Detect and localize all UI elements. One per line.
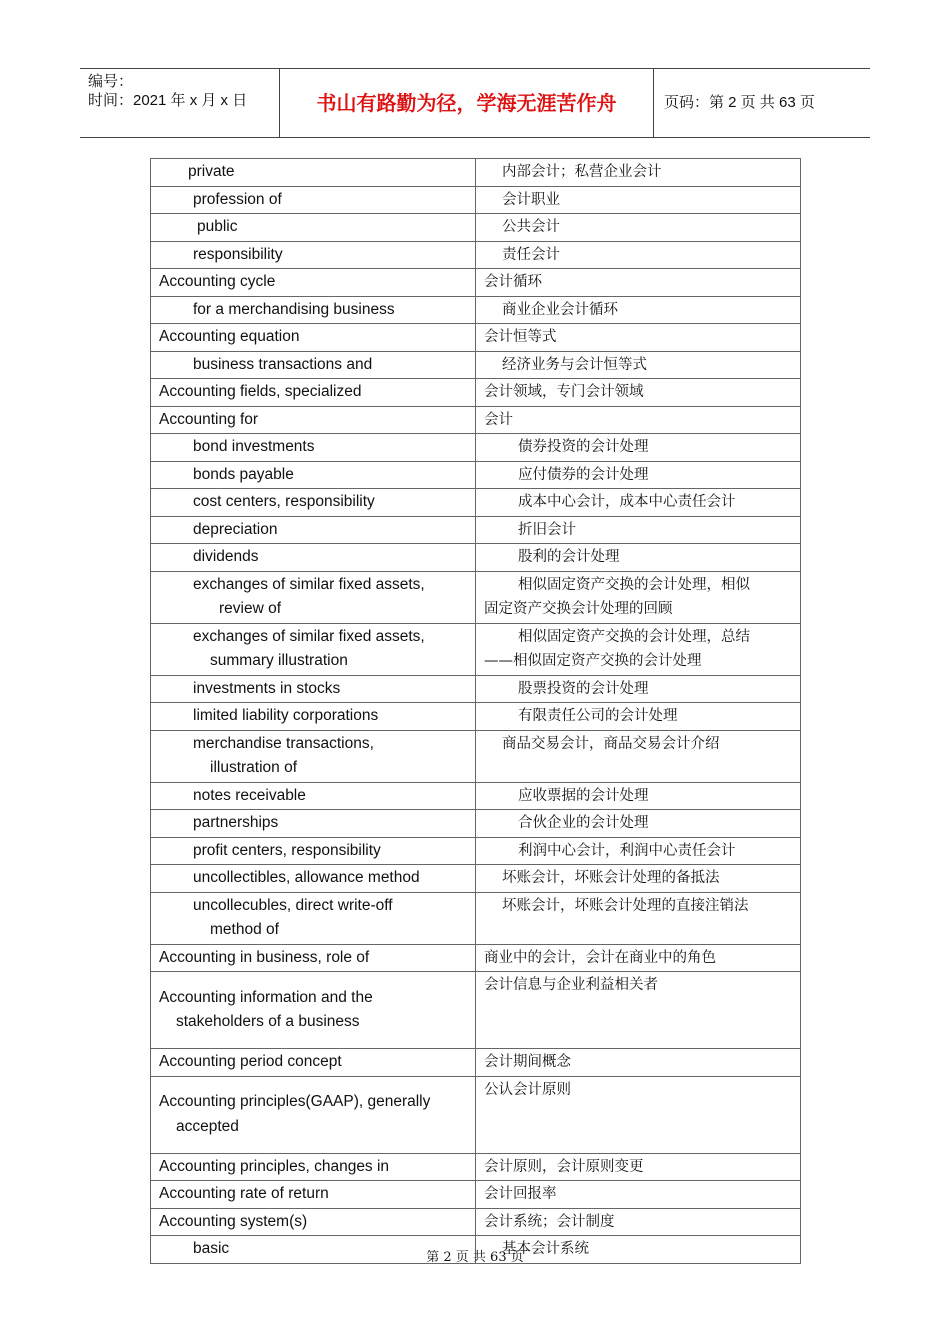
table-row	[151, 489, 801, 517]
term-en: Accounting period concept	[151, 1049, 476, 1077]
table-row	[151, 379, 801, 407]
term-en-line: exchanges of similar fixed assets,	[193, 575, 425, 593]
term-zh: 会计回报率	[476, 1181, 801, 1209]
term-en-line: Accounting information and the	[159, 988, 373, 1006]
term-zh-line: 固定资产交换会计处理的回顾	[484, 601, 673, 617]
table-row	[151, 703, 801, 731]
table-row	[151, 865, 801, 893]
term-en	[151, 623, 476, 675]
table-row	[151, 1153, 801, 1181]
term-zh: 应付债券的会计处理	[476, 461, 801, 489]
term-zh: 成本中心会计，成本中心责任会计	[476, 489, 801, 517]
term-en: profit centers, responsibility	[151, 837, 476, 865]
term-en	[151, 571, 476, 623]
table-row	[151, 406, 801, 434]
term-en: partnerships	[151, 810, 476, 838]
table-row	[151, 675, 801, 703]
table-row	[151, 516, 801, 544]
table-row	[151, 544, 801, 572]
time-label: 时间：2021 年 x 月 x 日	[88, 92, 248, 109]
table-row	[151, 296, 801, 324]
term-zh: 会计领域，专门会计领域	[476, 379, 801, 407]
term-zh: 折旧会计	[476, 516, 801, 544]
term-zh-line: ——相似固定资产交换的会计处理	[484, 653, 702, 669]
term-en: uncollectibles, allowance method	[151, 865, 476, 893]
term-en: private	[151, 159, 476, 187]
table-row	[151, 623, 801, 675]
term-en: Accounting fields, specialized	[151, 379, 476, 407]
term-zh: 债券投资的会计处理	[476, 434, 801, 462]
glossary-table	[150, 158, 801, 1264]
term-en: dividends	[151, 544, 476, 572]
term-zh: 坏账会计，坏账会计处理的直接注销法	[476, 892, 801, 944]
term-en: notes receivable	[151, 782, 476, 810]
term-zh-line: 相似固定资产交换的会计处理，相似	[518, 576, 750, 593]
table-row	[151, 1181, 801, 1209]
term-en: Accounting rate of return	[151, 1181, 476, 1209]
table-row	[151, 324, 801, 352]
term-en	[151, 972, 476, 1049]
term-en: business transactions and	[151, 351, 476, 379]
table-row	[151, 1208, 801, 1236]
term-zh	[476, 571, 801, 623]
term-en-line: review of	[219, 600, 282, 617]
table-row	[151, 810, 801, 838]
term-en-line: exchanges of similar fixed assets,	[193, 627, 425, 645]
table-row	[151, 730, 801, 782]
term-en: depreciation	[151, 516, 476, 544]
term-zh: 应收票据的会计处理	[476, 782, 801, 810]
term-zh: 有限责任公司的会计处理	[476, 703, 801, 731]
term-en: Accounting system(s)	[151, 1208, 476, 1236]
table-row	[151, 972, 801, 1049]
term-zh: 会计系统；会计制度	[476, 1208, 801, 1236]
table-row	[151, 1076, 801, 1153]
term-zh: 股利的会计处理	[476, 544, 801, 572]
term-en: basic	[151, 1236, 476, 1264]
page-footer: 第 2 页 共 63 页	[426, 1250, 524, 1265]
term-zh: 会计期间概念	[476, 1049, 801, 1077]
table-row	[151, 461, 801, 489]
term-en-line: uncollecubles, direct write-off	[193, 896, 393, 914]
term-en	[151, 1076, 476, 1153]
term-zh: 合伙企业的会计处理	[476, 810, 801, 838]
term-en-line: summary illustration	[210, 652, 348, 669]
term-en	[151, 892, 476, 944]
term-en: limited liability corporations	[151, 703, 476, 731]
term-en: Accounting equation	[151, 324, 476, 352]
term-zh: 会计循环	[476, 269, 801, 297]
term-en: public	[151, 214, 476, 242]
term-en: bond investments	[151, 434, 476, 462]
table-row	[151, 837, 801, 865]
header-motto: 书山有路勤为径，学海无涯苦作舟	[280, 69, 654, 137]
table-row	[151, 892, 801, 944]
term-zh: 公认会计原则	[476, 1076, 801, 1153]
term-zh: 公共会计	[476, 214, 801, 242]
table-row	[151, 269, 801, 297]
table-row	[151, 434, 801, 462]
term-zh: 股票投资的会计处理	[476, 675, 801, 703]
table-row	[151, 241, 801, 269]
table-row	[151, 944, 801, 972]
term-zh-line: 相似固定资产交换的会计处理，总结	[518, 628, 750, 645]
term-en: Accounting principles, changes in	[151, 1153, 476, 1181]
term-zh: 利润中心会计，利润中心责任会计	[476, 837, 801, 865]
page-header	[80, 68, 870, 138]
header-page-info: 页码：第 2 页 共 63 页	[664, 94, 815, 111]
term-en: for a merchandising business	[151, 296, 476, 324]
term-zh: 坏账会计，坏账会计处理的备抵法	[476, 865, 801, 893]
term-en: Accounting in business, role of	[151, 944, 476, 972]
term-en-line: accepted	[176, 1117, 239, 1135]
term-zh	[476, 623, 801, 675]
term-zh: 经济业务与会计恒等式	[476, 351, 801, 379]
term-zh: 会计	[476, 406, 801, 434]
term-zh: 商业中的会计，会计在商业中的角色	[476, 944, 801, 972]
term-en: cost centers, responsibility	[151, 489, 476, 517]
term-zh: 会计信息与企业利益相关者	[476, 972, 801, 1049]
term-zh: 会计原则，会计原则变更	[476, 1153, 801, 1181]
term-zh: 商品交易会计，商品交易会计介绍	[476, 730, 801, 782]
term-en: profession of	[151, 186, 476, 214]
term-en-line: merchandise transactions,	[193, 734, 374, 752]
table-row	[151, 351, 801, 379]
term-zh: 责任会计	[476, 241, 801, 269]
term-en: investments in stocks	[151, 675, 476, 703]
term-en-line: illustration of	[210, 759, 298, 776]
term-zh: 商业企业会计循环	[476, 296, 801, 324]
term-zh: 会计职业	[476, 186, 801, 214]
term-en: Accounting for	[151, 406, 476, 434]
term-zh: 内部会计；私营企业会计	[476, 159, 801, 187]
term-zh: 会计恒等式	[476, 324, 801, 352]
term-en: responsibility	[151, 241, 476, 269]
number-label: 编号：	[88, 73, 134, 90]
header-meta	[80, 69, 280, 137]
table-row	[151, 571, 801, 623]
table-row	[151, 1049, 801, 1077]
term-en	[151, 730, 476, 782]
term-en-line: method of	[210, 921, 279, 938]
table-row	[151, 159, 801, 187]
term-zh: 基本会计系统	[476, 1236, 801, 1264]
term-en: bonds payable	[151, 461, 476, 489]
table-row	[151, 186, 801, 214]
term-en-line: stakeholders of a business	[176, 1013, 360, 1030]
table-row	[151, 214, 801, 242]
table-row	[151, 782, 801, 810]
term-en-line: Accounting principles(GAAP), generally	[159, 1093, 431, 1110]
term-en: Accounting cycle	[151, 269, 476, 297]
